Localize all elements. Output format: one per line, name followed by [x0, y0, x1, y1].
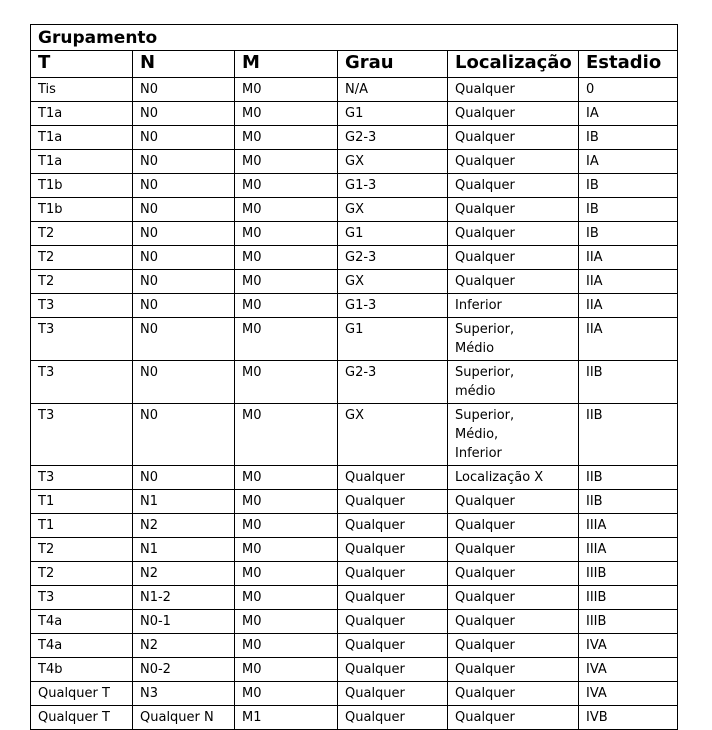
- cell-t: T2: [31, 246, 133, 270]
- localizacao-line: Inferior: [455, 446, 502, 461]
- cell-m: M0: [235, 404, 338, 466]
- header-n: N: [133, 51, 235, 78]
- localizacao-line: Qualquer: [455, 226, 515, 241]
- table-row: [31, 634, 678, 658]
- cell-t: T1a: [31, 126, 133, 150]
- localizacao-line: Qualquer: [455, 662, 515, 677]
- cell-grau: G1: [338, 222, 448, 246]
- cell-estadio: IVA: [579, 658, 678, 682]
- cell-n: N0: [133, 102, 235, 126]
- cell-estadio: IIIB: [579, 610, 678, 634]
- cell-m: M0: [235, 222, 338, 246]
- cell-n: N2: [133, 634, 235, 658]
- cell-m: M0: [235, 102, 338, 126]
- localizacao-line: Médio,: [455, 427, 499, 442]
- cell-localizacao: [448, 490, 579, 514]
- cell-m: M0: [235, 78, 338, 102]
- cell-m: M0: [235, 270, 338, 294]
- table-row: [31, 404, 678, 466]
- cell-m: M0: [235, 658, 338, 682]
- cell-m: M0: [235, 246, 338, 270]
- cell-estadio: IIA: [579, 294, 678, 318]
- localizacao-line: Localização X: [455, 470, 544, 485]
- cell-estadio: IIA: [579, 318, 678, 361]
- table-row: [31, 658, 678, 682]
- cell-localizacao: [448, 658, 579, 682]
- cell-estadio: IB: [579, 174, 678, 198]
- cell-n: N0: [133, 222, 235, 246]
- cell-t: T1a: [31, 102, 133, 126]
- cell-estadio: IIA: [579, 246, 678, 270]
- localizacao-line: Médio: [455, 341, 495, 356]
- cell-n: N0-2: [133, 658, 235, 682]
- table-row: [31, 102, 678, 126]
- cell-estadio: IIIB: [579, 586, 678, 610]
- cell-estadio: IIB: [579, 490, 678, 514]
- cell-m: M0: [235, 586, 338, 610]
- localizacao-line: Qualquer: [455, 710, 515, 725]
- table-row: [31, 318, 678, 361]
- staging-table: [30, 24, 678, 730]
- cell-estadio: 0: [579, 78, 678, 102]
- cell-m: M0: [235, 610, 338, 634]
- cell-estadio: IB: [579, 198, 678, 222]
- cell-n: N0: [133, 198, 235, 222]
- cell-grau: GX: [338, 270, 448, 294]
- cell-grau: Qualquer: [338, 682, 448, 706]
- cell-n: Qualquer N: [133, 706, 235, 730]
- cell-n: N1: [133, 538, 235, 562]
- table-row: [31, 246, 678, 270]
- cell-n: N0: [133, 270, 235, 294]
- cell-t: T2: [31, 222, 133, 246]
- localizacao-line: Qualquer: [455, 542, 515, 557]
- cell-localizacao: [448, 174, 579, 198]
- table-row: [31, 490, 678, 514]
- cell-m: M0: [235, 318, 338, 361]
- cell-localizacao: [448, 404, 579, 466]
- cell-m: M0: [235, 294, 338, 318]
- cell-n: N0: [133, 126, 235, 150]
- cell-grau: N/A: [338, 78, 448, 102]
- table-row: [31, 706, 678, 730]
- cell-t: T1: [31, 490, 133, 514]
- header-grau: Grau: [338, 51, 448, 78]
- cell-m: M0: [235, 174, 338, 198]
- table-body: [31, 78, 678, 730]
- cell-localizacao: [448, 126, 579, 150]
- cell-grau: Qualquer: [338, 610, 448, 634]
- cell-grau: GX: [338, 404, 448, 466]
- cell-t: T3: [31, 466, 133, 490]
- cell-grau: G1: [338, 318, 448, 361]
- cell-localizacao: [448, 562, 579, 586]
- cell-estadio: IB: [579, 222, 678, 246]
- table-row: [31, 150, 678, 174]
- cell-grau: GX: [338, 198, 448, 222]
- cell-m: M0: [235, 198, 338, 222]
- localizacao-line: Qualquer: [455, 82, 515, 97]
- table-row: [31, 562, 678, 586]
- cell-localizacao: [448, 78, 579, 102]
- cell-grau: G1: [338, 102, 448, 126]
- table-row: [31, 294, 678, 318]
- cell-estadio: IIB: [579, 466, 678, 490]
- cell-localizacao: [448, 514, 579, 538]
- cell-localizacao: [448, 361, 579, 404]
- cell-t: T4a: [31, 610, 133, 634]
- cell-m: M0: [235, 538, 338, 562]
- cell-localizacao: [448, 610, 579, 634]
- cell-n: N0: [133, 78, 235, 102]
- cell-m: M0: [235, 562, 338, 586]
- cell-estadio: IVA: [579, 634, 678, 658]
- cell-t: T3: [31, 361, 133, 404]
- cell-t: T1a: [31, 150, 133, 174]
- cell-grau: G2-3: [338, 246, 448, 270]
- table-row: [31, 126, 678, 150]
- cell-t: T3: [31, 294, 133, 318]
- cell-n: N0: [133, 466, 235, 490]
- cell-grau: Qualquer: [338, 586, 448, 610]
- table-row: [31, 538, 678, 562]
- cell-t: T3: [31, 318, 133, 361]
- cell-n: N0: [133, 361, 235, 404]
- cell-n: N1-2: [133, 586, 235, 610]
- cell-m: M0: [235, 514, 338, 538]
- localizacao-line: Qualquer: [455, 494, 515, 509]
- table-row: [31, 610, 678, 634]
- cell-n: N0: [133, 294, 235, 318]
- localizacao-line: Qualquer: [455, 250, 515, 265]
- cell-grau: G1-3: [338, 174, 448, 198]
- cell-estadio: IA: [579, 150, 678, 174]
- cell-m: M0: [235, 466, 338, 490]
- table-row: [31, 682, 678, 706]
- cell-grau: Qualquer: [338, 706, 448, 730]
- cell-grau: G2-3: [338, 126, 448, 150]
- table-row: [31, 270, 678, 294]
- table-row: [31, 586, 678, 610]
- cell-t: Tis: [31, 78, 133, 102]
- localizacao-line: Inferior: [455, 298, 502, 313]
- cell-t: T3: [31, 586, 133, 610]
- cell-localizacao: [448, 706, 579, 730]
- localizacao-line: Qualquer: [455, 106, 515, 121]
- localizacao-line: médio: [455, 384, 496, 399]
- cell-t: T4b: [31, 658, 133, 682]
- localizacao-line: Qualquer: [455, 566, 515, 581]
- cell-grau: GX: [338, 150, 448, 174]
- cell-t: T1b: [31, 198, 133, 222]
- localizacao-line: Superior,: [455, 322, 515, 337]
- group-title-row: [31, 25, 678, 51]
- cell-t: T3: [31, 404, 133, 466]
- cell-localizacao: [448, 198, 579, 222]
- table-row: [31, 174, 678, 198]
- cell-localizacao: [448, 294, 579, 318]
- cell-t: T1: [31, 514, 133, 538]
- cell-estadio: IIB: [579, 361, 678, 404]
- cell-grau: Qualquer: [338, 466, 448, 490]
- cell-localizacao: [448, 318, 579, 361]
- header-t: T: [31, 51, 133, 78]
- cell-localizacao: [448, 634, 579, 658]
- localizacao-line: Qualquer: [455, 130, 515, 145]
- cell-estadio: IB: [579, 126, 678, 150]
- cell-grau: Qualquer: [338, 514, 448, 538]
- cell-n: N1: [133, 490, 235, 514]
- table-row: [31, 361, 678, 404]
- cell-localizacao: [448, 246, 579, 270]
- cell-localizacao: [448, 538, 579, 562]
- cell-estadio: IIIA: [579, 538, 678, 562]
- cell-estadio: IIA: [579, 270, 678, 294]
- cell-grau: Qualquer: [338, 658, 448, 682]
- cell-estadio: IA: [579, 102, 678, 126]
- cell-localizacao: [448, 270, 579, 294]
- cell-t: T2: [31, 538, 133, 562]
- header-localizacao: Localização: [448, 51, 579, 78]
- cell-n: N0: [133, 318, 235, 361]
- cell-grau: G1-3: [338, 294, 448, 318]
- cell-t: T4a: [31, 634, 133, 658]
- cell-n: N3: [133, 682, 235, 706]
- cell-t: T2: [31, 562, 133, 586]
- cell-grau: G2-3: [338, 361, 448, 404]
- localizacao-line: Qualquer: [455, 202, 515, 217]
- cell-n: N0-1: [133, 610, 235, 634]
- localizacao-line: Qualquer: [455, 590, 515, 605]
- localizacao-line: Qualquer: [455, 686, 515, 701]
- cell-t: T2: [31, 270, 133, 294]
- cell-t: T1b: [31, 174, 133, 198]
- cell-m: M0: [235, 150, 338, 174]
- localizacao-line: Superior,: [455, 365, 515, 380]
- cell-localizacao: [448, 682, 579, 706]
- cell-n: N0: [133, 150, 235, 174]
- table-row: [31, 466, 678, 490]
- cell-m: M0: [235, 490, 338, 514]
- cell-m: M1: [235, 706, 338, 730]
- localizacao-line: Superior,: [455, 408, 515, 423]
- group-title: Grupamento: [31, 25, 678, 51]
- cell-m: M0: [235, 682, 338, 706]
- localizacao-line: Qualquer: [455, 518, 515, 533]
- cell-n: N2: [133, 562, 235, 586]
- table-row: [31, 198, 678, 222]
- cell-localizacao: [448, 102, 579, 126]
- localizacao-line: Qualquer: [455, 274, 515, 289]
- table-row: [31, 222, 678, 246]
- cell-localizacao: [448, 222, 579, 246]
- table-row: [31, 78, 678, 102]
- cell-n: N0: [133, 174, 235, 198]
- cell-t: Qualquer T: [31, 706, 133, 730]
- cell-m: M0: [235, 126, 338, 150]
- cell-estadio: IVB: [579, 706, 678, 730]
- cell-localizacao: [448, 466, 579, 490]
- cell-estadio: IVA: [579, 682, 678, 706]
- localizacao-line: Qualquer: [455, 178, 515, 193]
- table-row: [31, 514, 678, 538]
- cell-grau: Qualquer: [338, 538, 448, 562]
- cell-n: N0: [133, 246, 235, 270]
- cell-m: M0: [235, 634, 338, 658]
- localizacao-line: Qualquer: [455, 614, 515, 629]
- cell-localizacao: [448, 586, 579, 610]
- localizacao-line: Qualquer: [455, 154, 515, 169]
- cell-grau: Qualquer: [338, 562, 448, 586]
- localizacao-line: Qualquer: [455, 638, 515, 653]
- header-estadio: Estadio: [579, 51, 678, 78]
- cell-grau: Qualquer: [338, 490, 448, 514]
- cell-estadio: IIB: [579, 404, 678, 466]
- cell-localizacao: [448, 150, 579, 174]
- cell-estadio: IIIB: [579, 562, 678, 586]
- cell-grau: Qualquer: [338, 634, 448, 658]
- header-m: M: [235, 51, 338, 78]
- cell-n: N0: [133, 404, 235, 466]
- cell-estadio: IIIA: [579, 514, 678, 538]
- cell-n: N2: [133, 514, 235, 538]
- header-row: [31, 51, 678, 78]
- cell-m: M0: [235, 361, 338, 404]
- cell-t: Qualquer T: [31, 682, 133, 706]
